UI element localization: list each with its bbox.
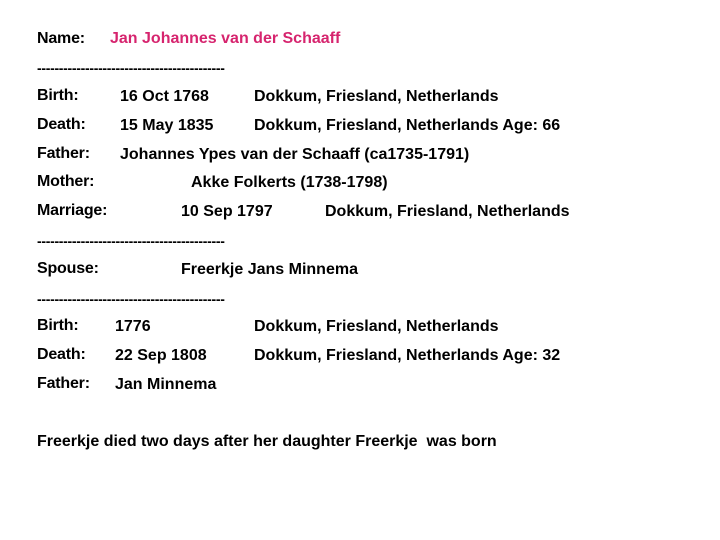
marriage-date: 10 Sep 1797 bbox=[181, 203, 273, 220]
mother-label: Mother: bbox=[37, 173, 95, 190]
separator-3: ------------------------------------------- bbox=[37, 291, 225, 307]
spouse-value: Freerkje Jans Minnema bbox=[181, 261, 358, 278]
spouse-father-label: Father: bbox=[37, 375, 90, 392]
marriage-place: Dokkum, Friesland, Netherlands bbox=[325, 203, 570, 220]
father-value: Johannes Ypes van der Schaaff (ca1735-1791) bbox=[120, 146, 470, 163]
spouse-birth-date: 1776 bbox=[115, 318, 151, 335]
death-place: Dokkum, Friesland, Netherlands Age: 66 bbox=[254, 117, 561, 134]
spouse-death-label: Death: bbox=[37, 346, 86, 363]
separator-2: ------------------------------------------- bbox=[37, 233, 225, 249]
spouse-birth-place: Dokkum, Friesland, Netherlands bbox=[254, 318, 499, 335]
birth-date: 16 Oct 1768 bbox=[120, 88, 209, 105]
spouse-birth-label: Birth: bbox=[37, 317, 79, 334]
death-label: Death: bbox=[37, 116, 86, 133]
separator-1: ------------------------------------------- bbox=[37, 60, 225, 76]
spouse-label: Spouse: bbox=[37, 260, 99, 277]
name-label: Name: bbox=[37, 30, 85, 47]
spouse-death-place: Dokkum, Friesland, Netherlands Age: 32 bbox=[254, 347, 561, 364]
birth-place: Dokkum, Friesland, Netherlands bbox=[254, 88, 499, 105]
name-value: Jan Johannes van der Schaaff bbox=[110, 30, 341, 47]
marriage-label: Marriage: bbox=[37, 202, 108, 219]
note-text: Freerkje died two days after her daughter Freerkje was born bbox=[37, 433, 497, 450]
spouse-father-value: Jan Minnema bbox=[115, 376, 217, 393]
spouse-death-date: 22 Sep 1808 bbox=[115, 347, 207, 364]
death-date: 15 May 1835 bbox=[120, 117, 214, 134]
father-label: Father: bbox=[37, 145, 90, 162]
birth-label: Birth: bbox=[37, 87, 79, 104]
mother-value: Akke Folkerts (1738-1798) bbox=[191, 174, 388, 191]
